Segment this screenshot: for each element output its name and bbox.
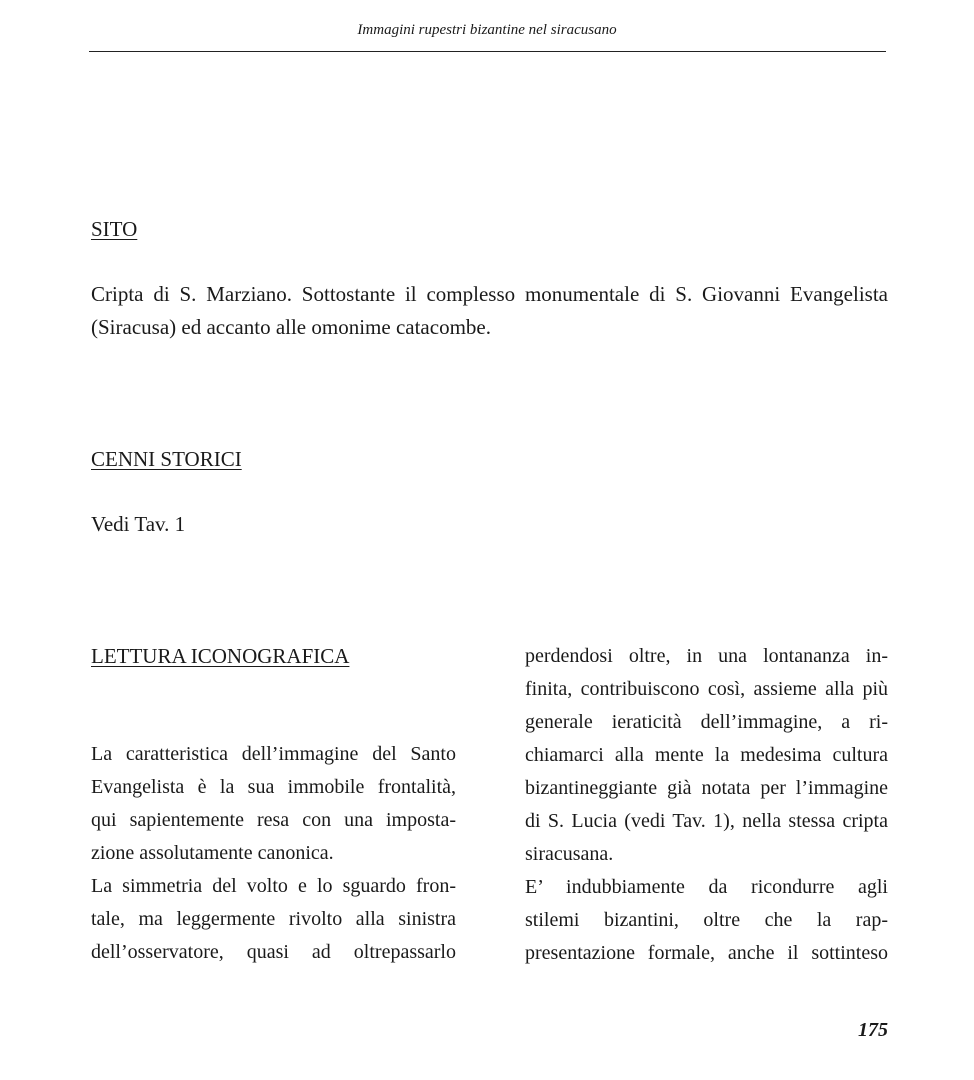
right-column xyxy=(525,640,888,970)
sito-paragraph xyxy=(91,278,888,344)
left-line-1: La caratteristica dell’immagine del Santo xyxy=(91,743,456,765)
left-line-7: dell’osservatore, quasi ad oltrepassarlo xyxy=(91,941,456,963)
right-line-7: siracusana. xyxy=(525,843,614,865)
heading-lettura-iconografica: LETTURA ICONOGRAFICA xyxy=(91,644,350,668)
left-line-2: Evangelista è la sua immobile frontalità, xyxy=(91,776,456,798)
left-line-6: tale, ma leggermente rivolto alla sinistra xyxy=(91,908,456,930)
right-line-8: E’ indubbiamente da ricondurre agli xyxy=(525,876,888,898)
sito-line-1: Cripta di S. Marziano. Sottostante il complesso monumentale di S. Giovanni Evangelista xyxy=(91,282,888,306)
sito-line-2: (Siracusa) ed accanto alle omonime catacombe. xyxy=(91,315,491,339)
left-column xyxy=(91,738,456,969)
left-line-5: La simmetria del volto e lo sguardo fron- xyxy=(91,875,456,897)
right-line-5: bizantineggiante già notata per l’immagine xyxy=(525,777,888,799)
heading-cenni-storici: CENNI STORICI xyxy=(91,447,242,471)
right-line-4: chiamarci alla mente la medesima cultura xyxy=(525,744,888,766)
right-line-1: perdendosi oltre, in una lontananza in- xyxy=(525,645,888,667)
left-line-4: zione assolutamente canonica. xyxy=(91,842,334,864)
right-line-3: generale ieraticità dell’immagine, a ri- xyxy=(525,711,888,733)
page-number: 175 xyxy=(858,1019,888,1041)
header-rule xyxy=(89,51,886,52)
right-line-10: presentazione formale, anche il sottinteso xyxy=(525,942,888,964)
right-line-6: di S. Lucia (vedi Tav. 1), nella stessa cripta xyxy=(525,810,888,832)
running-head: Immagini rupestri bizantine nel siracusano xyxy=(357,22,617,38)
left-line-3: qui sapientemente resa con una imposta- xyxy=(91,809,456,831)
heading-sito: SITO xyxy=(91,217,138,241)
cenni-text: Vedi Tav. 1 xyxy=(91,512,186,536)
right-line-2: finita, contribuiscono così, assieme alla più xyxy=(525,678,888,700)
right-line-9: stilemi bizantini, oltre che la rap- xyxy=(525,909,888,931)
